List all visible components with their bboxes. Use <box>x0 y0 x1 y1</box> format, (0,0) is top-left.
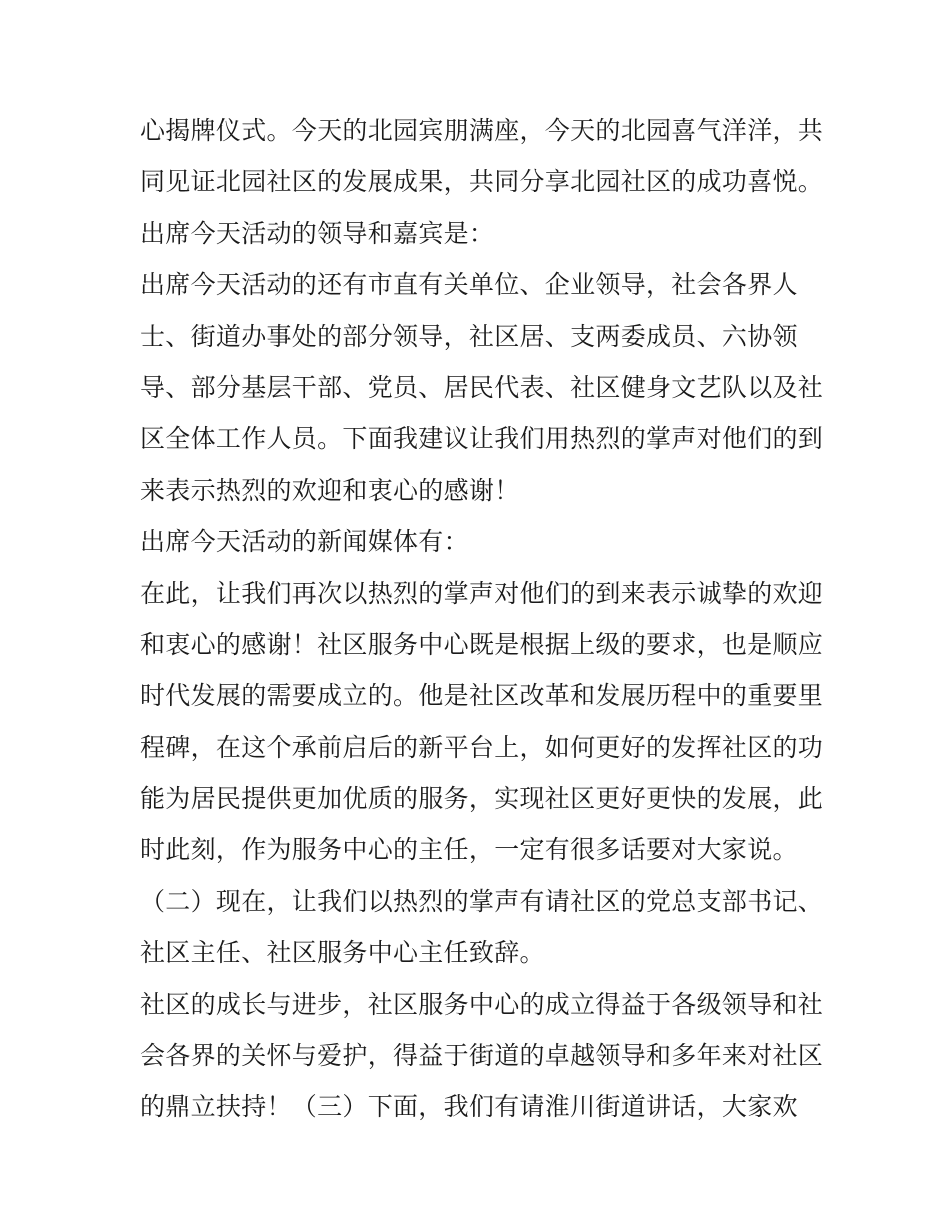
text-line: （二）现在，让我们以热烈的掌声有请社区的党总支部书记、 <box>140 886 824 916</box>
text-line: 能为居民提供更加优质的服务，实现社区更好更快的发展，此 <box>140 784 824 814</box>
text-line: 和衷心的感谢！社区服务中心既是根据上级的要求，也是顺应 <box>140 629 824 659</box>
paragraph-guests-intro <box>140 208 820 259</box>
paragraph-opening <box>140 105 824 208</box>
text-line: 区全体工作人员。下面我建议让我们用热烈的掌声对他们的到 <box>140 424 824 454</box>
text-line: 程碑，在这个承前启后的新平台上，如何更好的发挥社区的功 <box>140 732 824 762</box>
paragraph-section-two <box>140 876 824 979</box>
text-line: 出席今天活动的新闻媒体有： <box>140 527 469 557</box>
text-line: 会各界的关怀与爱护，得益于街道的卓越领导和多年来对社区 <box>140 1041 824 1071</box>
text-line: 心揭牌仪式。今天的北园宾朋满座，今天的北园喜气洋洋，共 <box>140 116 824 145</box>
document-body <box>140 105 824 1133</box>
text-line: 来表示热烈的欢迎和衷心的感谢！ <box>140 475 520 505</box>
paragraph-media-intro <box>140 516 820 567</box>
text-line: 社区主任、社区服务中心主任致辞。 <box>140 938 545 968</box>
text-line: 社区的成长与进步，社区服务中心的成立得益于各级领导和社 <box>140 989 824 1019</box>
text-line: 的鼎立扶持！（三）下面，我们有请淮川街道讲话，大家欢 <box>140 1092 798 1122</box>
text-line: 同见证北园社区的发展成果，共同分享北园社区的成功喜悦。 <box>140 167 824 197</box>
paragraph-welcome <box>140 568 824 876</box>
text-line: 导、部分基层干部、党员、居民代表、社区健身文艺队以及社 <box>140 372 824 402</box>
text-line: 出席今天活动的领导和嘉宾是： <box>140 218 495 248</box>
text-line: 出席今天活动的还有市直有关单位、企业领导，社会各界人 <box>140 270 798 300</box>
text-line: 时此刻，作为服务中心的主任，一定有很多话要对大家说。 <box>140 835 798 865</box>
paragraph-section-three <box>140 979 824 1133</box>
text-line: 时代发展的需要成立的。他是社区改革和发展历程中的重要里 <box>140 681 824 711</box>
text-line: 士、街道办事处的部分领导，社区居、支两委成员、六协领 <box>140 321 798 351</box>
paragraph-attendees <box>140 259 824 516</box>
text-line: 在此，让我们再次以热烈的掌声对他们的到来表示诚挚的欢迎 <box>140 578 824 608</box>
